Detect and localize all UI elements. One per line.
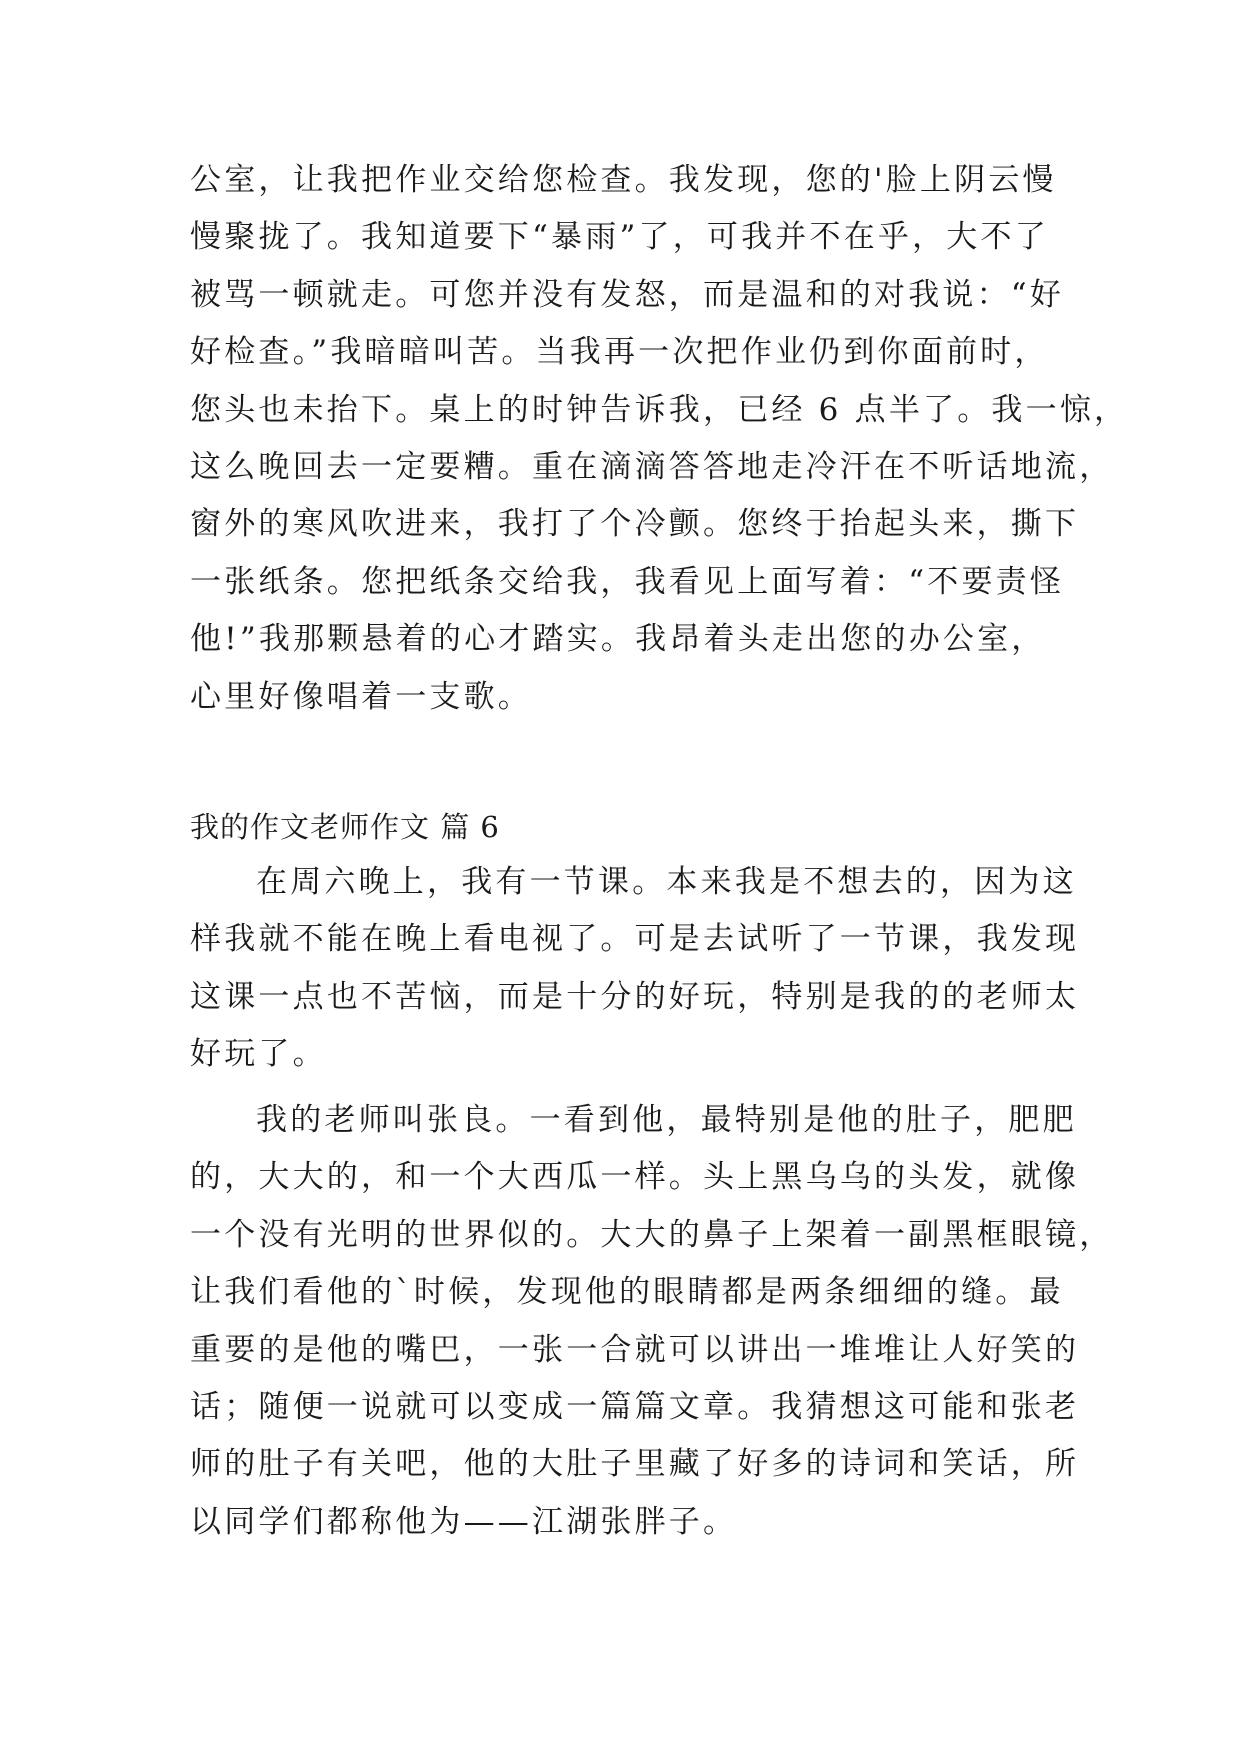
text-line: 他!”我那颗悬着的心才踏实。我昂着头走出您的办公室， xyxy=(190,621,1046,658)
section-heading: 我的作文老师作文 篇 6 xyxy=(190,810,500,844)
text-line: 好玩了。 xyxy=(190,1036,327,1073)
paragraph-2 xyxy=(190,1092,1114,1551)
text-line: 这课一点也不苦恼，而是十分的好玩，特别是我的的老师太 xyxy=(190,978,1080,1015)
text-line: 慢聚拢了。我知道要下“暴雨”了，可我并不在乎，大不了 xyxy=(190,219,1049,256)
text-line: 被骂一顿就走。可您并没有发怒，而是温和的对我说：“好 xyxy=(190,276,1065,313)
text-line: 我的老师叫张良。一看到他，最特别是他的肚子，肥肥 xyxy=(256,1102,1077,1138)
continued-paragraph xyxy=(190,152,1129,726)
text-line: 一个没有光明的世界似的。大大的鼻子上架着一副黑框眼镜， xyxy=(190,1216,1114,1253)
text-line: 您头也未抬下。桌上的时钟告诉我，已经 6 点半了。我一惊， xyxy=(190,391,1129,428)
text-line: 话；随便一说就可以变成一篇篇文章。我猜想这可能和张老 xyxy=(190,1388,1080,1425)
paragraph-1 xyxy=(190,854,1080,1084)
text-line: 一张纸条。您把纸条交给我，我看见上面写着：“不要责怪 xyxy=(190,563,1065,600)
text-line: 让我们看他的`时候，发现他的眼睛都是两条细细的缝。最 xyxy=(190,1274,1064,1311)
text-line: 的，大大的，和一个大西瓜一样。头上黑乌乌的头发，就像 xyxy=(190,1159,1080,1196)
text-line: 师的肚子有关吧，他的大肚子里藏了好多的诗词和笑话，所 xyxy=(190,1446,1080,1483)
text-line: 重要的是他的嘴巴，一张一合就可以讲出一堆堆让人好笑的 xyxy=(190,1331,1080,1368)
text-line: 公室，让我把作业交给您检查。我发现，您的'脸上阴云慢 xyxy=(190,162,1057,198)
text-line: 以同学们都称他为——江湖张胖子。 xyxy=(190,1503,738,1540)
text-line: 样我就不能在晚上看电视了。可是去试听了一节课，我发现 xyxy=(190,921,1080,958)
text-line: 在周六晚上，我有一节课。本来我是不想去的，因为这 xyxy=(256,864,1077,900)
text-line: 心里好像唱着一支歌。 xyxy=(190,678,532,715)
text-line: 窗外的寒风吹进来，我打了个冷颤。您终于抬起头来，撕下 xyxy=(190,506,1080,543)
text-line: 好检查。”我暗暗叫苦。当我再一次把作业仍到你面前时， xyxy=(190,334,1049,371)
text-line: 这么晚回去一定要糟。重在滴滴答答地走冷汗在不听话地流， xyxy=(190,448,1114,485)
